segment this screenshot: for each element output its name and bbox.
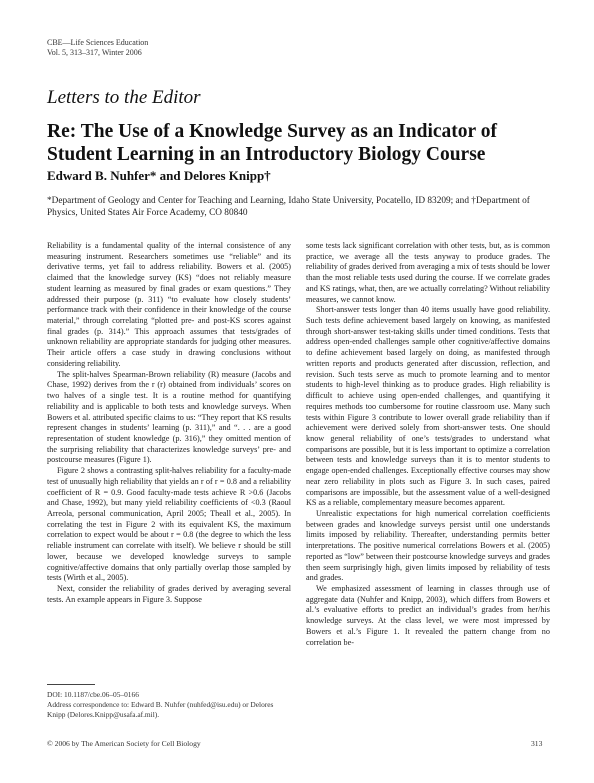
section-title: Letters to the Editor [47,87,201,108]
paragraph: The split-halves Spearman-Brown reliability (R) measure (Jacobs and Chase, 1992) derives from the r (r) obtained from individuals’ scores on two halves of a single test. It is a routine method for quantifying reliability and is applicable to both tests and knowledge surveys. When Bowers et al. attributed specific claims to us: “They report that KS results represent changes in students’ learning (p. 311),” and “. . . are a good representation of student knowledge (p. 316),” they omitted mention of the surprising reliability that characterizes knowledge surveys’ pre- and postcourse measures (Figure 1). [47,369,291,465]
correspondence-text: Address correspondence to: Edward B. Nuhfer (nuhfed@isu.edu) or Delores Knipp (Delores.Knipp@usafa.af.mil). [47,699,274,719]
body-column-left [47,241,291,605]
author-affiliations: *Department of Geology and Center for Teaching and Learning, Idaho State University, Pocatello, ID 83209; and †Department of Physics, United States Air Force Academy, CO 80840 [47,196,530,218]
footnote [47,690,291,719]
article-title: Re: The Use of a Knowledge Survey as an Indicator of Student Learning in an Introductory Biology Course [47,121,497,165]
copyright-footer: © 2006 by The American Society for Cell Biology [47,739,201,748]
paragraph: Next, consider the reliability of grades derived by averaging several tests. An example appears in Figure 3. Suppose [47,584,291,604]
body-column-right [306,241,550,648]
journal-name: CBE—Life Sciences Education [47,38,149,47]
paragraph: some tests lack significant correlation with other tests, but, as is common practice, we average all the tests anyway to produce grades. The reliability of grades derived from averaging a mix of tests should be lower than the most reliable tests used during the course. If we correlate grades and KS ratings, what, then, are we actually correlating? Without reliability measures, we cannot know. [306,241,550,304]
page-number: 313 [531,739,543,748]
paragraph: Short-answer tests longer than 40 items usually have good reliability. Such tests define achievement based largely on knowing, as manifested through short-answer test-taking skills under timed conditions. Tests that address open-ended challenges sample other cognitive/affective domains to define achievement based largely on doing, as manifested through written reports and products generated after discussion, reflection, and revision. Such tests serve as much to promote learning and to mentor students to high-level thinking as to produce grades. High reliability is difficult to achieve using open-ended challenges, and quantifying it requires methods too cumbersome for routine classroom use. Many such tests within Figure 3 contribute to lower overall grade reliability than if achievement were derived solely from short-answer tests. One should know general reliability of one’s tests/grades to understand what comparisons are possible, but it is less important to optimize a correlation between tests and knowledge surveys than it is to mentor students to engage open-ended challenges. Exceptionally effective courses may show near zero reliability in plots such as Figure 3. In such cases, paired comparisons are impossible, but the assessment value of a well-designed KS as a reliable, complementary measure becomes apparent. [306,305,550,508]
journal-volume: Vol. 5, 313–317, Winter 2006 [47,48,142,57]
paragraph: Unrealistic expectations for high numerical correlation coefficients between grades and knowledge surveys persist until one understands limits imposed by reliability. Thereafter, understanding permits better interpretations. The positive numerical correlations Bowers et al. (2005) reported as “low” between their postcourse knowledge surveys and grades then seem surprisingly high, given limits imposed by reliability of tests and grades. [306,508,550,583]
paragraph: Figure 2 shows a contrasting split-halves reliability for a faculty-made test of unusually high reliability that yields an r of r = 0.8 and a reliability coefficient of R = 0.9. Good faculty-made tests achieve R >0.6 (Jacobs and Chase, 1992), but many yield reliability coefficients of <0.3 (Raoul Arreola, personal communication, April 2005; Theall et al., 2005). In correlating the test in Figure 2 with its equivalent KS, the maximum correlation to expect would be about r = 0.8 (the degree to which the less reliable instrument can correlate with itself). We believe r should be still lower, because we developed knowledge surveys to sample cognitive/affective domains that only partially overlap those sampled by tests (Wirth et al., 2005). [47,466,291,583]
paragraph: Reliability is a fundamental quality of the internal consistence of any measuring instrument. Researchers sometimes use “reliable” and its derivative terms, yet fail to address reliability. Bowers et al. (2005) claimed that the knowledge survey (KS) “does not reliably measure student learning as measured by final grades or exam questions.” They addressed their purpose (p. 311) “to evaluate how closely students’ performance track with their confidence in their knowledge of the course material,” through correlating “plotted pre- and post-KS scores against final grades (p. 314).” This approach assumes that tests/grades of unknown reliability are appropriate standards for judging other measures. Their article offers a case study in drawing conclusions without considering reliability. [47,241,291,368]
journal-header [47,38,148,58]
doi-text: DOI: 10.1187/cbe.06–05–0166 [47,690,139,699]
article-authors: Edward B. Nuhfer* and Delores Knipp† [47,168,271,183]
footnote-divider [47,684,95,685]
paragraph: We emphasized assessment of learning in classes through use of aggregate data (Nuhfer and Knipp, 2003), which differs from Bowers et al.’s evaluative efforts to predict an individual’s grades from her/his knowledge surveys. At the class level, we were most impressed by Bowers et al.’s Figure 1. It revealed the pattern change from no correlation be- [306,584,550,647]
